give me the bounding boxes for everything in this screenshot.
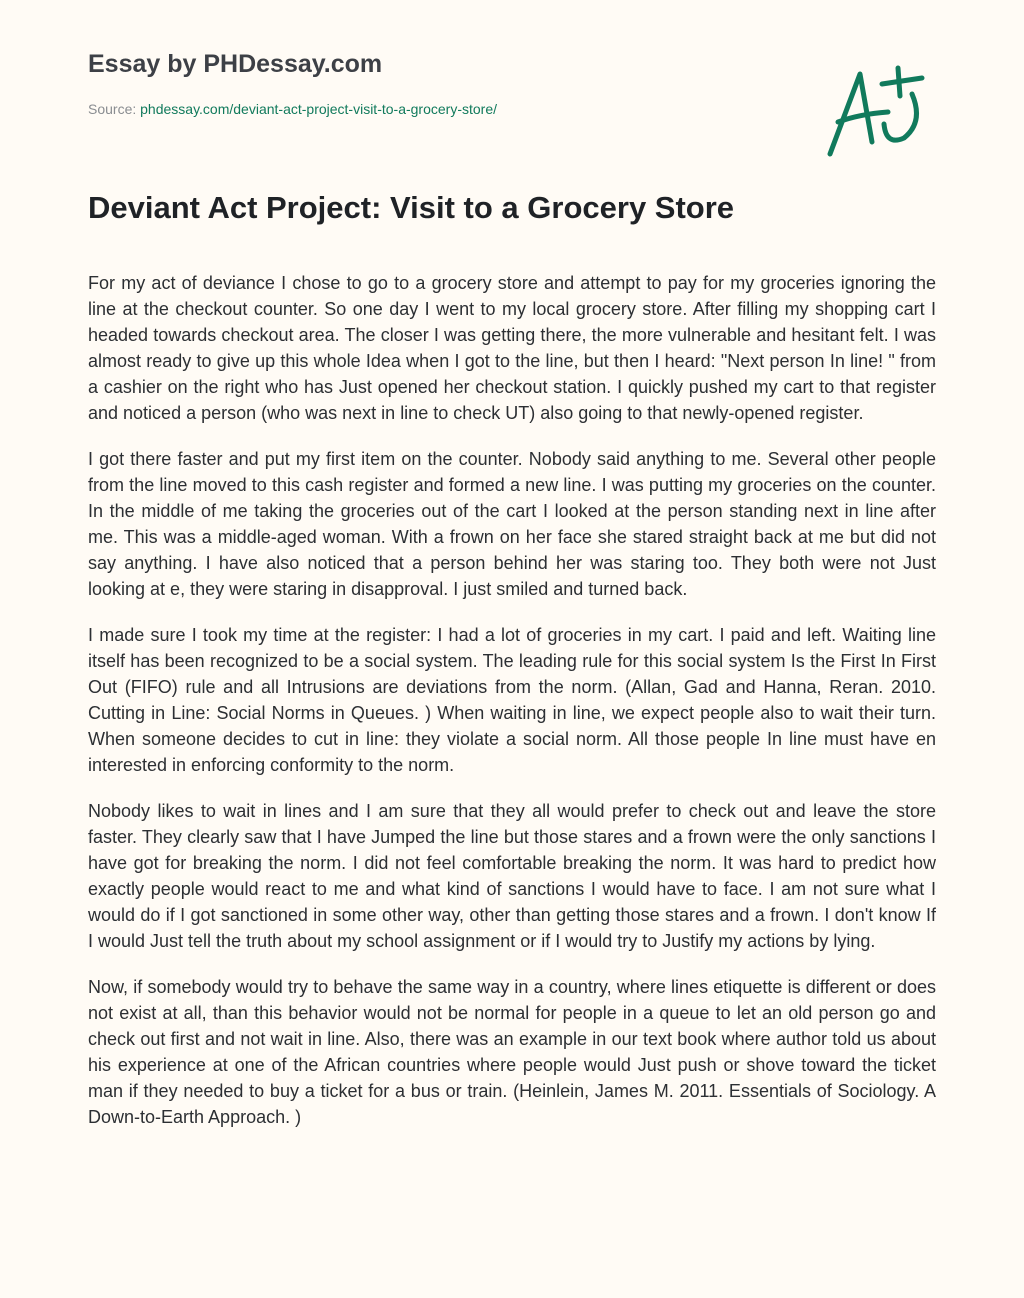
source-label: Source: xyxy=(88,101,137,117)
source-line xyxy=(88,101,497,117)
essay-paragraph: I got there faster and put my first item on the counter. Nobody said anything to me. Several other people from the line moved to this cash register and formed a new line. I was putting my groceries on the counter. In the middle of me taking the groceries out of the cart I looked at the person standing next in line after me. This was a middle-aged woman. With a frown on her face she stared straight back at me but did not say anything. I have also noticed that a person behind her was staring too. They both were not Just looking at e, they were staring in disapproval. I just smiled and turned back. xyxy=(88,449,936,599)
essay-paragraph: Now, if somebody would try to behave the same way in a country, where lines etiquette is different or does not exist at all, than this behavior would not be normal for people in a queue to let an old person go and check out first and not wait in line. Also, there was an example in our text book where author told us about his experience at one of the African countries where people would Just push or shove toward the ticket man if they needed to buy a ticket for a bus or train. (Heinlein, James M. 2011. Essentials of Sociology. A Down-to-Earth Approach. ) xyxy=(88,977,936,1127)
source-link[interactable]: phdessay.com/deviant-act-project-visit-to-a-grocery-store/ xyxy=(140,101,498,117)
essay-title: Deviant Act Project: Visit to a Grocery Store xyxy=(88,190,735,225)
essay-paragraph: Nobody likes to wait in lines and I am sure that they all would prefer to check out and leave the store faster. They clearly saw that I have Jumped the line but those stares and a frown were the only sanctions I have got for breaking the norm. I did not feel comfortable breaking the norm. It was hard to predict how exactly people would react to me and what kind of sanctions I would have to face. I am not sure what I would do if I got sanctioned in some other way, other than getting those stares and a frown. I don't know If I would Just tell the truth about my school assignment or if I would try to Justify my actions by lying. xyxy=(88,801,936,951)
a-plus-logo-icon xyxy=(820,62,930,162)
essay-body xyxy=(88,270,936,1256)
essay-paragraph: I made sure I took my time at the register: I had a lot of groceries in my cart. I paid and left. Waiting line itself has been recognized to be a social system. The leading rule for this social system Is the First In First Out (FIFO) rule and all Intrusions are deviations from the norm. (Allan, Gad and Hanna, Reran. 2010. Cutting in Line: Social Norms in Queues. ) When waiting in line, we expect people also to wait their turn. When someone decides to cut in line: they violate a social norm. All those people In line must have en interested in enforcing conformity to the norm. xyxy=(88,625,936,775)
essay-paragraph: For my act of deviance I chose to go to a grocery store and attempt to pay for my groceries ignoring the line at the checkout counter. So one day I went to my local grocery store. After filling my shopping cart I headed towards checkout area. The closer I was getting there, the more vulnerable and hesitant felt. I was almost ready to give up this whole Idea when I got to the line, but then I heard: "Next person In line! " from a cashier on the right who has Just opened her checkout station. I quickly pushed my cart to that register and noticed a person (who was next in line to check UT) also going to that newly-opened register. xyxy=(88,273,936,423)
site-brand: Essay by PHDessay.com xyxy=(88,50,383,78)
